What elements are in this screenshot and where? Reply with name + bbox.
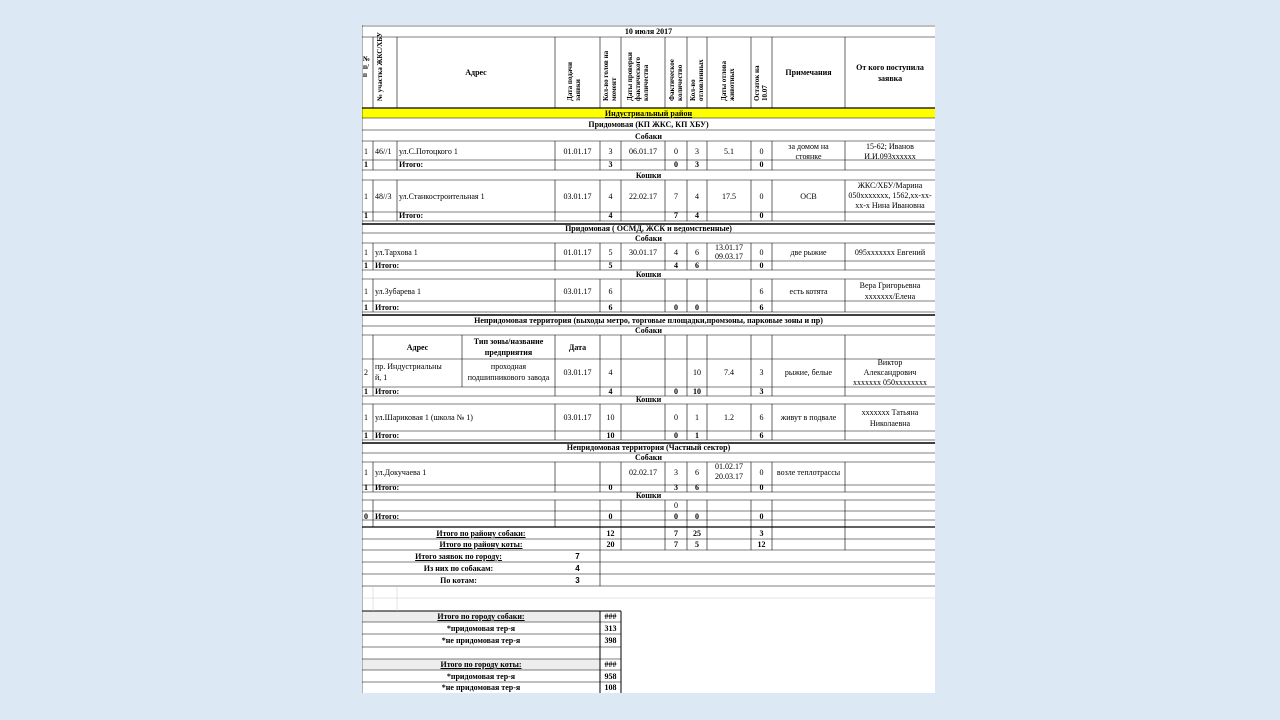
cell: 15-62; Иванов И.И.093хххххх — [864, 142, 916, 159]
sum-dogs-label: Итого по району собаки: — [436, 529, 526, 538]
report-date-title: 10 июля 2017 — [624, 27, 673, 36]
cell: 1 — [364, 431, 368, 440]
cell: 958 — [604, 672, 617, 681]
cell: 03.01.17 — [563, 368, 592, 377]
cell: 3 — [575, 576, 580, 585]
cell: 3 — [674, 468, 678, 477]
cell: 0 — [759, 248, 764, 257]
section-non-yard: Непридомовая территория (выходы метро, торговые площадки,промзоны, парковые зоны и пр) — [474, 316, 823, 325]
header-from-whom: От кого поступила заявка — [856, 63, 924, 83]
cell: живут в подвале — [780, 413, 837, 422]
subsection-dogs: Собаки — [635, 234, 662, 243]
cell: Итого: — [399, 160, 424, 169]
cell: 3 — [759, 368, 764, 377]
cell: 1 — [364, 468, 368, 477]
cell: 02.02.17 — [629, 468, 657, 477]
cell: 5 — [695, 540, 699, 549]
cell: Итого: — [375, 431, 400, 440]
cell: 17.5 — [722, 192, 736, 201]
cell: 0 — [759, 483, 764, 492]
district-title: Индустриальный район — [604, 109, 693, 118]
cell: 0 — [674, 160, 678, 169]
sum-requests-label: Итого заявок по городу: — [415, 552, 502, 561]
header-date-submit: Дата подачи заявки — [566, 62, 582, 101]
cell: за домом на стоянке — [788, 142, 829, 159]
cell: 1 — [695, 413, 699, 422]
cell: 3 — [759, 529, 764, 538]
cell: ### — [604, 660, 617, 669]
cell: 0 — [674, 501, 678, 510]
city-nonyard-label: *не придомовая тер-я — [441, 636, 521, 645]
cell: 46//1 — [375, 147, 392, 156]
cell: Итого: — [375, 483, 400, 492]
subsection-dogs: Собаки — [635, 132, 662, 141]
cell: 4 — [674, 261, 678, 270]
cell: 4 — [608, 387, 613, 396]
cell: 6 — [759, 413, 764, 422]
cell: 0 — [695, 303, 699, 312]
cell: 4 — [608, 192, 613, 201]
cell: 0 — [674, 512, 678, 521]
cell: 0 — [695, 512, 699, 521]
cell: 10 — [693, 387, 701, 396]
header-caught-count: Кол-во отловленных — [689, 59, 705, 101]
subheader-zone: Тип зоны/название предприятия — [473, 337, 544, 357]
cell: Виктор Александрович ххххххх 050хххххххх — [853, 358, 927, 386]
cell: 4 — [608, 368, 613, 377]
cell: 1 — [364, 483, 368, 492]
cell: 6 — [695, 483, 699, 492]
cell: 0 — [759, 192, 764, 201]
cell: 3 — [695, 147, 699, 156]
cell: 6 — [759, 431, 764, 440]
cell: 5 — [608, 248, 613, 257]
cell: 10 — [693, 368, 701, 377]
cell: ОСВ — [800, 192, 817, 201]
cell: 1 — [695, 431, 699, 440]
subsection-cats: Кошки — [635, 491, 662, 500]
cell: 7 — [674, 211, 678, 220]
subsection-dogs: Собаки — [635, 326, 662, 335]
cell: 6 — [608, 287, 613, 296]
subsection-dogs: Собаки — [635, 453, 662, 462]
cell: ул.Докучаева 1 — [375, 468, 427, 477]
header-catch-dates: Даты отлова животных — [720, 61, 736, 101]
cell: 4 — [695, 192, 699, 201]
cell: 6 — [759, 287, 764, 296]
cell: 4 — [608, 211, 613, 220]
cell: 1 — [364, 248, 368, 257]
cell: 7.4 — [724, 368, 734, 377]
cell: Вера Григорьевна ххххххх/Елена — [859, 281, 921, 301]
cell: 12 — [606, 529, 615, 538]
cell: 06.01.17 — [629, 147, 657, 156]
cell: 0 — [759, 468, 764, 477]
cell: 03.01.17 — [563, 192, 592, 201]
cell: Итого: — [375, 261, 400, 270]
subheader-address: Адрес — [406, 343, 429, 352]
cell: 12 — [757, 540, 766, 549]
cell: Итого: — [375, 387, 400, 396]
cell: проходная подшипникового завода — [467, 362, 550, 382]
cell: 4 — [674, 248, 678, 257]
cell: 6 — [695, 261, 699, 270]
cell: есть котята — [789, 287, 828, 296]
cell: 7 — [674, 540, 678, 549]
cell: 1 — [364, 192, 368, 201]
sum-cats-label: Итого по району коты: — [439, 540, 523, 549]
cell: 4 — [695, 211, 699, 220]
cell: 7 — [674, 529, 678, 538]
city-yard-label: *придомовая тер-я — [446, 624, 516, 633]
cell: ### — [604, 612, 617, 621]
cell: 0 — [608, 512, 613, 521]
cell: 4 — [575, 564, 580, 573]
cell: 03.01.17 — [563, 287, 592, 296]
cell: 10 — [606, 413, 615, 422]
cell: 1 — [364, 413, 368, 422]
cell: 10 — [606, 431, 615, 440]
cell: ул.Зубарева 1 — [375, 287, 421, 296]
cell: ул.Станкостроительная 1 — [399, 192, 485, 201]
cell: Итого: — [375, 512, 400, 521]
cell: рыжие, белые — [784, 368, 833, 377]
cell: 3 — [759, 387, 764, 396]
cell: 48//3 — [375, 192, 392, 201]
cell: 0 — [674, 147, 678, 156]
cell: 5.1 — [724, 147, 734, 156]
cell: 0 — [674, 387, 678, 396]
cell: 3 — [674, 483, 678, 492]
section-yard-kp: Придомовая (КП ЖКС, КП ХБУ) — [588, 120, 709, 129]
cell: пр. Индустриальны й, 1 — [375, 362, 442, 382]
cell: 1 — [364, 287, 368, 296]
subsection-cats: Кошки — [635, 395, 662, 404]
cell: 3 — [608, 160, 613, 169]
cell: 0 — [674, 303, 678, 312]
cell: 0 — [608, 483, 613, 492]
cell: 25 — [693, 529, 701, 538]
cell: 313 — [604, 624, 617, 633]
cell: 01.01.17 — [563, 147, 592, 156]
cell: 0 — [674, 431, 678, 440]
cell: 0 — [759, 211, 764, 220]
cell: 1 — [364, 261, 368, 270]
cell: 22.02.17 — [629, 192, 657, 201]
header-remain: Остаток на 10.07 — [753, 65, 769, 101]
city-cats-label: Итого по городу коты: — [440, 660, 522, 669]
cell: 0 — [364, 512, 368, 521]
cell: 3 — [608, 147, 613, 156]
cell: 3 — [695, 160, 699, 169]
cell: Итого: — [399, 211, 424, 220]
cell: две рыжие — [790, 248, 827, 257]
header-station: № участка ЖКС/ХБУ — [376, 32, 384, 101]
cell: 6 — [695, 468, 699, 477]
cell: 1.2 — [724, 413, 734, 422]
header-num: № п/ п — [363, 55, 371, 79]
cell: 01.02.17 20.03.17 — [715, 462, 743, 480]
section-yard-osmd: Придомовая ( ОСМД, ЖСК и ведомственные) — [565, 224, 732, 233]
cell: 0 — [759, 512, 764, 521]
cell: 398 — [604, 636, 617, 645]
cell: 01.01.17 — [563, 248, 592, 257]
cell: ххххххх Татьяна Николаевна — [861, 408, 919, 428]
cell: 0 — [674, 413, 678, 422]
sum-of-dogs-label: Из них по собакам: — [423, 564, 494, 573]
cell: 6 — [759, 303, 764, 312]
cell: 0 — [759, 147, 764, 156]
cell: 0 — [759, 261, 764, 270]
cell: 1 — [364, 387, 368, 396]
subheader-date: Дата — [568, 343, 587, 352]
cell: 03.01.17 — [563, 413, 592, 422]
city-dogs-label: Итого по городу собаки: — [437, 612, 525, 621]
city-nonyard-label: *не придомовая тер-я — [441, 683, 521, 692]
header-count-request: Кол-во голов на момент — [602, 50, 618, 101]
cell: 20 — [606, 540, 615, 549]
header-address: Адрес — [465, 68, 487, 77]
cell: ул.Шариковая 1 (школа № 1) — [375, 413, 473, 422]
subsection-cats: Кошки — [635, 270, 662, 279]
spreadsheet-page — [362, 25, 935, 693]
cell: 108 — [604, 683, 617, 692]
cell: 6 — [695, 248, 699, 257]
city-yard-label: *придомовая тер-я — [446, 672, 516, 681]
cell: ул.Тархова 1 — [375, 248, 418, 257]
cell: 095ххххххх Евгений — [854, 248, 926, 257]
header-check-dates: Даты проверки фактического количества — [626, 52, 650, 101]
cell: 5 — [608, 261, 613, 270]
cell: 1 — [364, 160, 368, 169]
header-notes: Примечания — [785, 68, 832, 77]
cell: 7 — [674, 192, 678, 201]
cell: 1 — [364, 303, 368, 312]
cell: 1 — [364, 211, 368, 220]
cell: 1 — [364, 147, 368, 156]
cell: 6 — [608, 303, 613, 312]
cell: возле теплотрассы — [776, 468, 841, 477]
sum-of-cats-label: По котам: — [440, 576, 477, 585]
cell: 30.01.17 — [629, 248, 657, 257]
cell: ул.С.Потоцкого 1 — [399, 147, 458, 156]
header-fact-count: Фактическое количество — [668, 59, 684, 101]
cell: 0 — [759, 160, 764, 169]
cell: 2 — [364, 368, 368, 377]
subsection-cats: Кошки — [635, 171, 662, 180]
section-private: Непридомовая территория (Частный сектор) — [566, 443, 731, 452]
cell: 13.01.17 09.03.17 — [715, 243, 743, 260]
cell: Итого: — [375, 303, 400, 312]
cell: ЖКС/ХБУ/Марина 050ххххххх, 1562,хх-хх- хх-х Нина Ивановна — [848, 181, 932, 210]
cell: 7 — [575, 552, 580, 561]
